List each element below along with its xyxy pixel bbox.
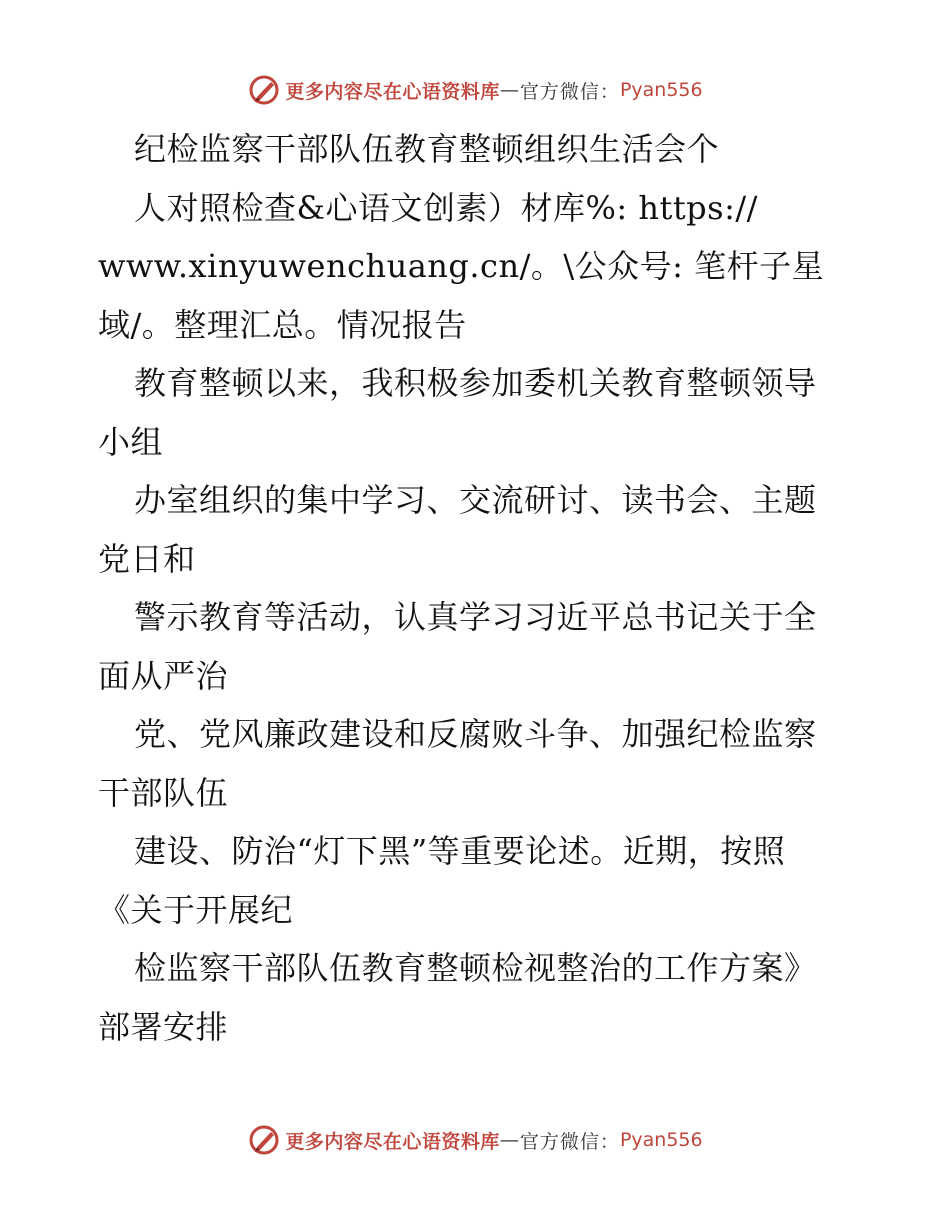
header-contact-id: Pyan556 — [619, 79, 703, 101]
header-brand-text: 更多内容尽在心语资料库 — [285, 80, 500, 103]
text-line: 警示教育等活动，认真学习习近平总书记关于全 — [134, 598, 817, 636]
text-line: 检监察干部队伍教育整顿检视整治的工作方案》 — [134, 949, 817, 987]
text-line: 党日和 — [98, 539, 196, 578]
footer-contact-id: Pyan556 — [619, 1129, 703, 1151]
text-line: 纪检监察干部队伍教育整顿组织生活会个 — [134, 130, 720, 168]
footer-brand-text: 更多内容尽在心语资料库 — [285, 1130, 500, 1153]
pen-logo-icon — [247, 73, 281, 107]
header-separator: — — [499, 79, 520, 101]
footer-separator: — — [499, 1129, 520, 1151]
text-line: 域/。整理汇总。情况报告 — [98, 305, 467, 344]
text-line: 党、党风廉政建设和反腐败斗争、加强纪检监察 — [134, 715, 817, 753]
document-body — [98, 120, 878, 1056]
header-contact-text: 官方微信： — [519, 80, 620, 103]
footer-contact-text: 官方微信： — [519, 1130, 620, 1153]
text-line: 面从严治 — [98, 656, 229, 695]
header-banner — [0, 70, 950, 110]
text-line: 建设、防治“灯下黑”等重要论述。近期，按照 — [134, 832, 786, 870]
text-line: 教育整顿以来，我积极参加委机关教育整顿领导 — [134, 364, 817, 402]
text-line: 干部队伍 — [98, 773, 229, 812]
text-line: 人对照检查&心语文创素）材库%: https:// — [134, 188, 758, 227]
text-line: 办室组织的集中学习、交流研讨、读书会、主题 — [134, 481, 817, 519]
footer-banner — [0, 1120, 950, 1160]
text-line: www.xinyuwenchuang.cn/。\公众号: 笔杆子星 — [98, 247, 825, 285]
text-line: 部署安排 — [98, 1007, 229, 1046]
text-line: 《关于开展纪 — [98, 890, 294, 929]
text-line: 小组 — [98, 422, 164, 461]
pen-logo-icon — [247, 1123, 281, 1157]
